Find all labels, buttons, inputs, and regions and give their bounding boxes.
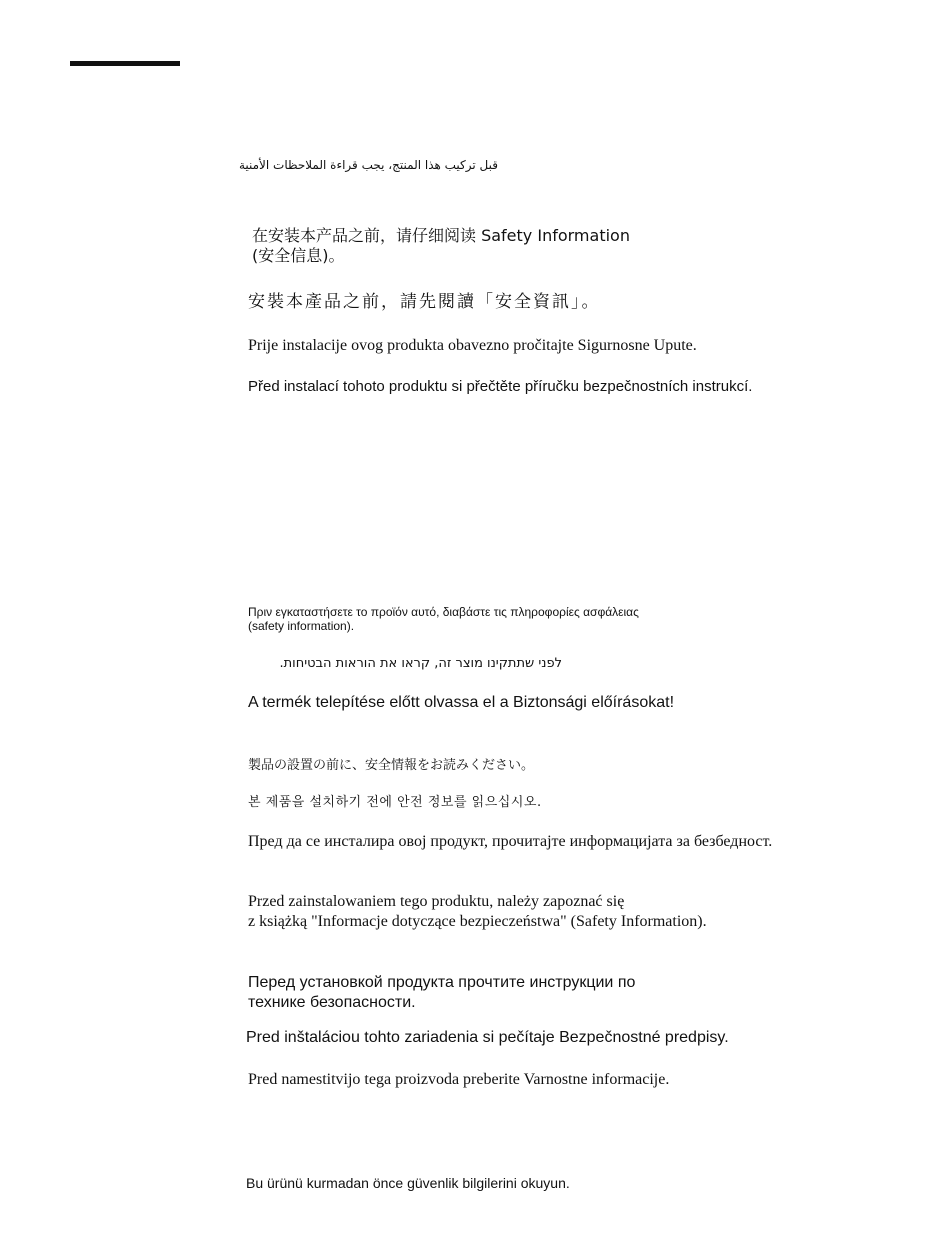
notice-greek: Πριν εγκαταστήσετε το προϊόν αυτό, διαβάστε τις πληροφορίες ασφάλειας (safety information).	[248, 605, 639, 634]
notice-slovak: Pred inštaláciou tohto zariadenia si pečítaje Bezpečnostné predpisy.	[246, 1029, 729, 1046]
notice-traditional-chinese: 安裝本產品之前，請先閱讀「安全資訊」。	[248, 292, 601, 312]
notice-hebrew: לפני שתתקינו מוצר זה, קראו את הוראות הבטיחות.	[279, 656, 562, 671]
notice-macedonian: Пред да се инсталира овој продукт, прочитајте информацијата за безбедност.	[248, 833, 773, 850]
notice-slovenian: Pred namestitvijo tega proizvoda preberite Varnostne informacije.	[248, 1071, 670, 1088]
notice-hungarian: A termék telepítése előtt olvassa el a Biztonsági előírásokat!	[248, 694, 675, 711]
header-rule	[70, 61, 180, 66]
notice-polish: Przed zainstalowaniem tego produktu, należy zapoznać się z książką "Informacje dotyczące bezpieczeństwa" (Safety Information).	[248, 893, 707, 930]
notice-turkish: Bu ürünü kurmadan önce güvenlik bilgilerini okuyun.	[246, 1175, 570, 1191]
notice-russian: Перед установкой продукта прочтите инструкции по технике безопасности.	[248, 974, 636, 1011]
notice-japanese: 製品の設置の前に、安全情報をお読みください。	[248, 758, 535, 773]
notice-korean: 본 제품을 설치하기 전에 안전 정보를 읽으십시오.	[248, 795, 542, 810]
notice-czech: Před instalací tohoto produktu si přečtěte příručku bezpečnostních instrukcí.	[248, 378, 753, 395]
notice-simplified-chinese: 在安装本产品之前，请仔细阅读 Safety Information (安全信息)。	[252, 226, 630, 265]
notice-croatian: Prije instalacije ovog produkta obavezno pročitajte Sigurnosne Upute.	[248, 337, 697, 354]
notice-arabic: قبل تركيب هذا المنتج، يجب قراءة الملاحظات الأمنية	[238, 158, 498, 172]
